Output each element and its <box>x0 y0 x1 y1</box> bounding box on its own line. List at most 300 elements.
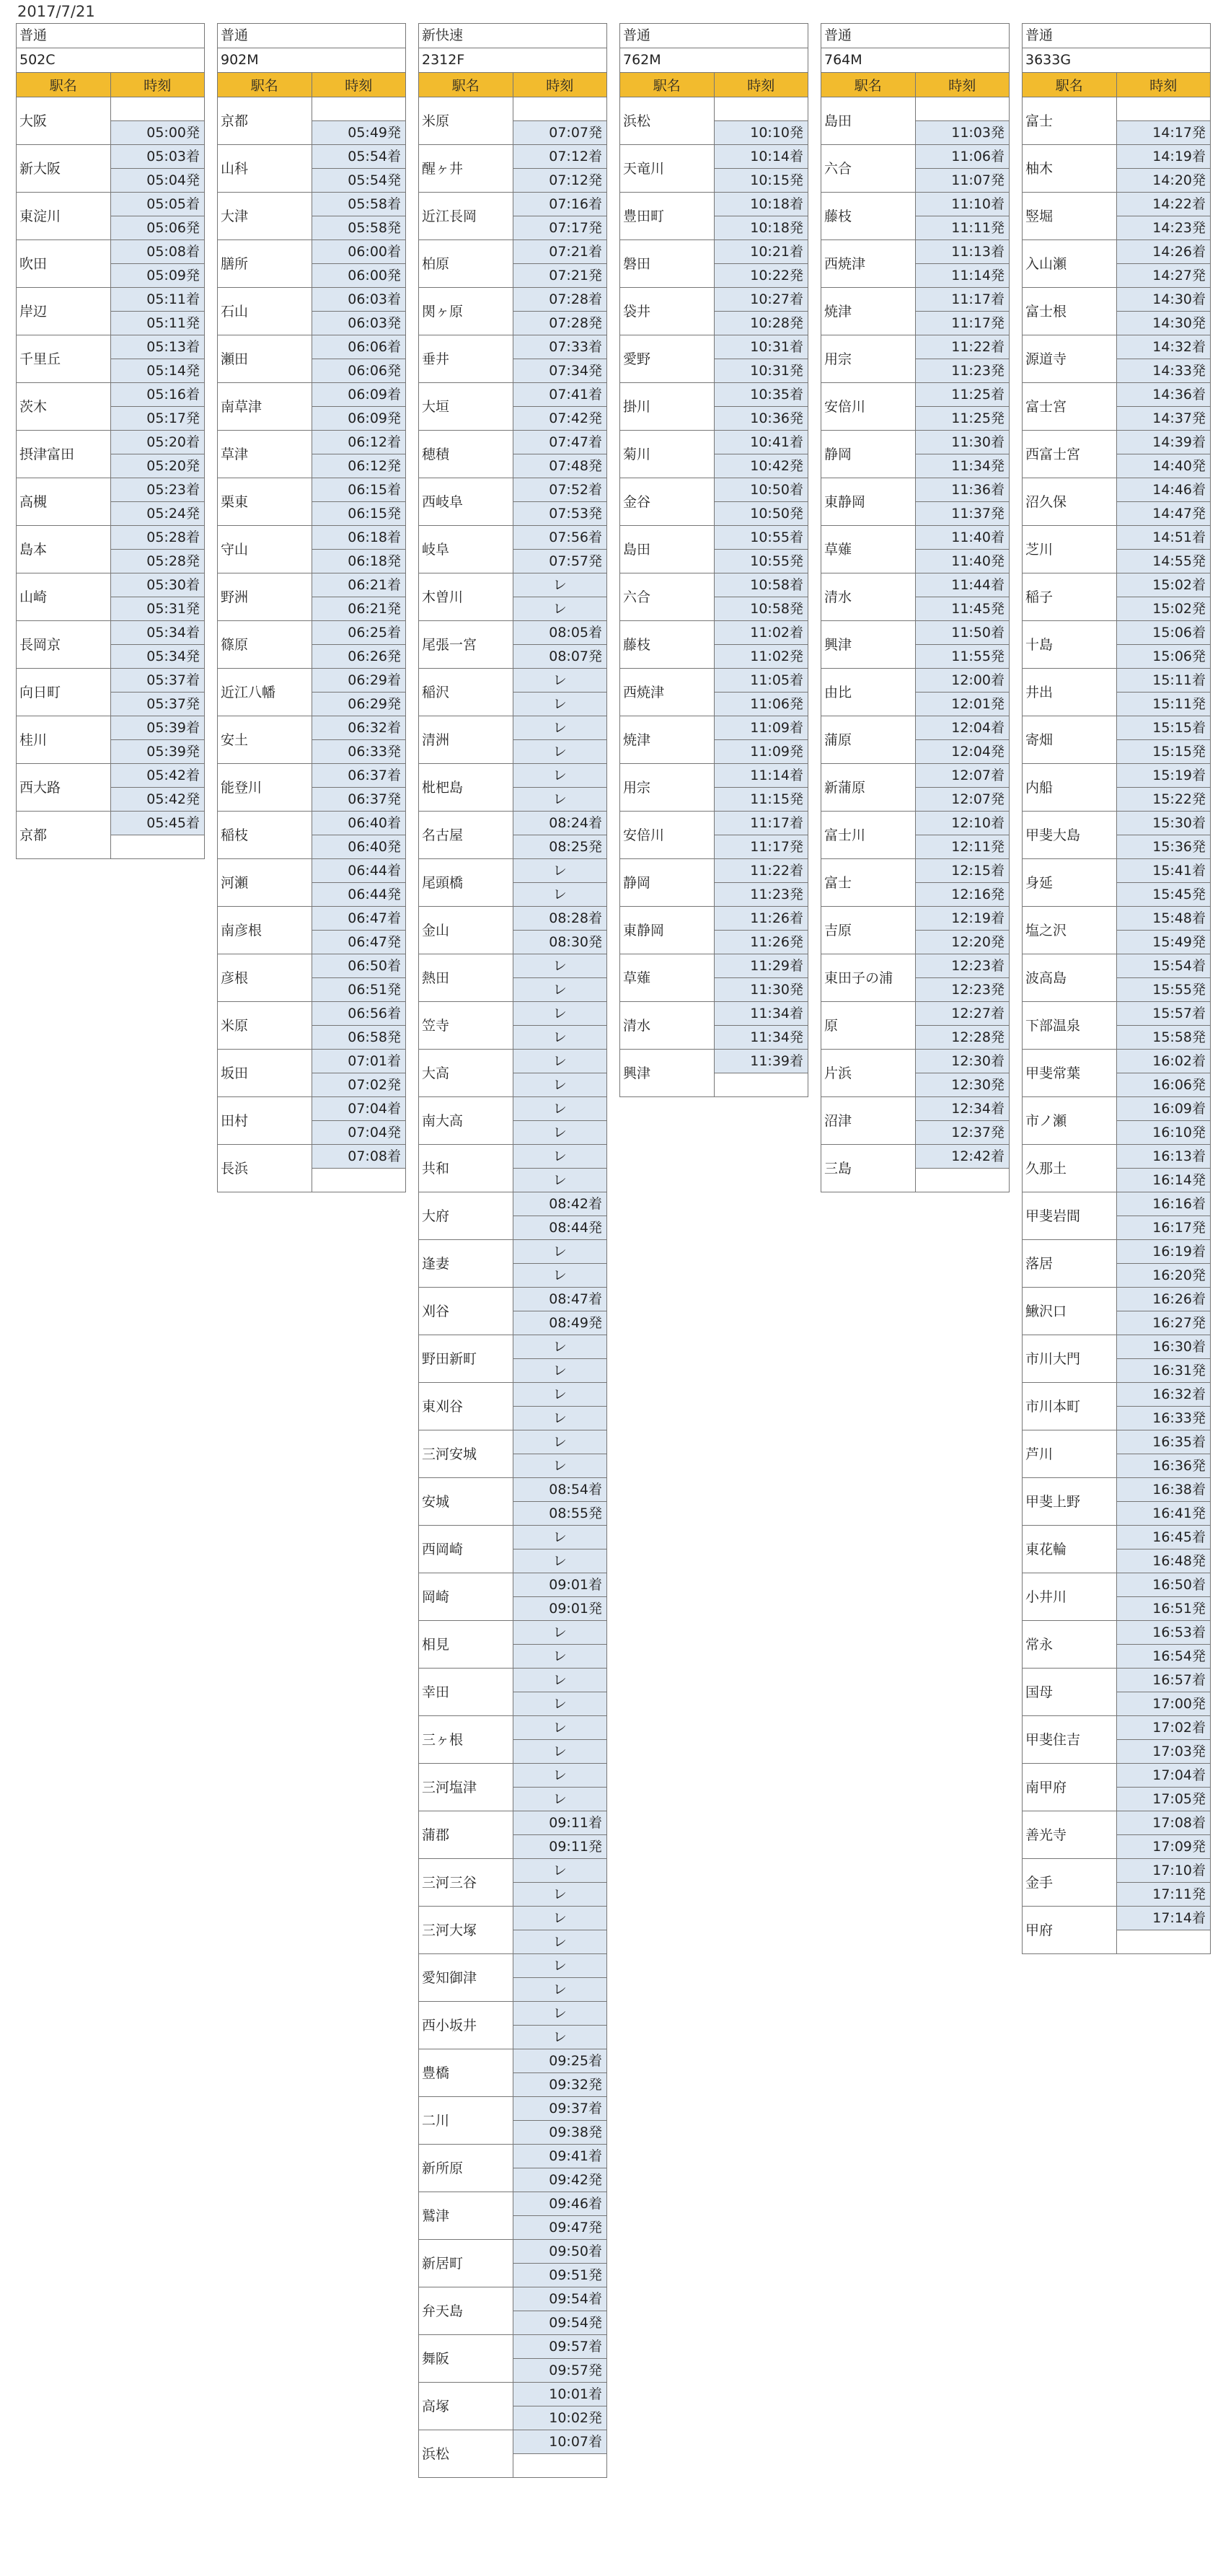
departure-time: 15:36発 <box>1116 835 1211 859</box>
arrival-time: 12:42着 <box>915 1145 1010 1169</box>
table-row <box>218 288 406 312</box>
table-row <box>419 2049 607 2073</box>
station-name: 西富士宮 <box>1023 431 1117 478</box>
departure-time: 07:28発 <box>513 312 607 335</box>
arrival-time: 06:25着 <box>312 621 406 645</box>
arrival-time: 07:47着 <box>513 431 607 454</box>
table-row <box>620 240 808 264</box>
arrival-time: 06:06着 <box>312 335 406 359</box>
table-row <box>419 1716 607 1740</box>
departure-time: 06:33発 <box>312 740 406 764</box>
departure-time: 07:42発 <box>513 407 607 431</box>
departure-time: 10:18発 <box>714 216 808 240</box>
departure-time: 10:28発 <box>714 312 808 335</box>
table-row <box>821 573 1010 597</box>
departure-time: 10:10発 <box>714 121 808 145</box>
station-name: 山崎 <box>17 573 111 621</box>
arrival-time: 09:25着 <box>513 2049 607 2073</box>
station-name: 島田 <box>620 526 715 573</box>
table-row <box>419 859 607 883</box>
arrival-time: 12:34着 <box>915 1097 1010 1121</box>
departure-time: レ <box>513 1359 607 1383</box>
arrival-time: 15:48着 <box>1116 907 1211 931</box>
train-type: 普通 <box>620 24 808 48</box>
arrival-time: 16:53着 <box>1116 1621 1211 1645</box>
arrival-time: 15:41着 <box>1116 859 1211 883</box>
station-name: 守山 <box>218 526 312 573</box>
arrival-time: 16:32着 <box>1116 1383 1211 1407</box>
arrival-time: レ <box>513 1907 607 1930</box>
table-row <box>419 1430 607 1454</box>
station-name: 坂田 <box>218 1050 312 1097</box>
table-row <box>419 526 607 550</box>
table-row <box>419 1192 607 1216</box>
table-row <box>1023 1145 1211 1169</box>
table-row <box>620 764 808 788</box>
arrival-time: 11:10着 <box>915 193 1010 216</box>
station-name: 稲沢 <box>419 669 513 716</box>
station-name: 米原 <box>419 97 513 145</box>
station-name: 由比 <box>821 669 916 716</box>
departure-time: 16:20発 <box>1116 1264 1211 1288</box>
departure-time: 10:36発 <box>714 407 808 431</box>
train-number: 764M <box>821 48 1010 73</box>
station-name: 市ノ瀬 <box>1023 1097 1117 1145</box>
departure-time: 05:09発 <box>110 264 205 288</box>
arrival-time: 06:00着 <box>312 240 406 264</box>
arrival-time: 11:14着 <box>714 764 808 788</box>
table-row <box>1023 97 1211 121</box>
arrival-time: 07:52着 <box>513 478 607 502</box>
table-row <box>17 193 205 216</box>
departure-time: 05:24発 <box>110 502 205 526</box>
station-name: 波高島 <box>1023 954 1117 1002</box>
arrival-time: 07:01着 <box>312 1050 406 1073</box>
station-name: 石山 <box>218 288 312 335</box>
departure-time: レ <box>513 1454 607 1478</box>
departure-time: 05:14発 <box>110 359 205 383</box>
departure-time: レ <box>513 1978 607 2002</box>
table-row <box>17 240 205 264</box>
table-row <box>1023 954 1211 978</box>
departure-time: 05:49発 <box>312 121 406 145</box>
station-name: 醒ヶ井 <box>419 145 513 193</box>
arrival-time: 12:15着 <box>915 859 1010 883</box>
station-name: 富士根 <box>1023 288 1117 335</box>
departure-time: 11:02発 <box>714 645 808 669</box>
arrival-time: 16:50着 <box>1116 1573 1211 1597</box>
table-row <box>17 478 205 502</box>
table-row <box>1023 335 1211 359</box>
arrival-time: 11:05着 <box>714 669 808 693</box>
arrival-time: 06:29着 <box>312 669 406 693</box>
table-row <box>821 954 1010 978</box>
departure-time: 11:23発 <box>915 359 1010 383</box>
departure-time: 06:03発 <box>312 312 406 335</box>
table-row <box>419 716 607 740</box>
station-name: 南彦根 <box>218 907 312 954</box>
station-name: 金山 <box>419 907 513 954</box>
departure-time: 05:11発 <box>110 312 205 335</box>
arrival-time: 11:36着 <box>915 478 1010 502</box>
station-name: 市川本町 <box>1023 1383 1117 1430</box>
station-name: 市川大門 <box>1023 1335 1117 1383</box>
departure-time: 15:06発 <box>1116 645 1211 669</box>
table-row <box>218 1097 406 1121</box>
arrival-time: 16:26着 <box>1116 1288 1211 1311</box>
table-row <box>17 383 205 407</box>
arrival-time: 07:08着 <box>312 1145 406 1169</box>
station-name: 袋井 <box>620 288 715 335</box>
table-row <box>821 526 1010 550</box>
table-row <box>821 1002 1010 1026</box>
arrival-time: レ <box>513 1335 607 1359</box>
station-name: 富士川 <box>821 812 916 859</box>
arrival-time: 05:13着 <box>110 335 205 359</box>
train-type: 新快速 <box>419 24 607 48</box>
table-row <box>419 1288 607 1311</box>
station-name: 熱田 <box>419 954 513 1002</box>
arrival-time: 12:23着 <box>915 954 1010 978</box>
departure-time: 09:51発 <box>513 2264 607 2287</box>
departure-time: 12:23発 <box>915 978 1010 1002</box>
train-type: 普通 <box>821 24 1010 48</box>
station-name: 浜松 <box>620 97 715 145</box>
table-row <box>419 240 607 264</box>
table-row <box>218 954 406 978</box>
station-name: 近江長岡 <box>419 193 513 240</box>
table-row <box>419 2145 607 2168</box>
departure-time: 16:41発 <box>1116 1502 1211 1526</box>
arrival-time: 10:21着 <box>714 240 808 264</box>
station-name: 共和 <box>419 1145 513 1192</box>
station-name: 富士 <box>1023 97 1117 145</box>
table-row <box>1023 1573 1211 1597</box>
arrival-time: 07:28着 <box>513 288 607 312</box>
table-row <box>620 193 808 216</box>
station-name: 西焼津 <box>821 240 916 288</box>
departure-time: 06:12発 <box>312 454 406 478</box>
arrival-time: 15:02着 <box>1116 573 1211 597</box>
station-header: 駅名 <box>419 73 513 97</box>
station-name: 幸田 <box>419 1669 513 1716</box>
station-name: 長岡京 <box>17 621 111 669</box>
arrival-time: 17:04着 <box>1116 1764 1211 1788</box>
table-row <box>17 526 205 550</box>
departure-time: レ <box>513 1026 607 1050</box>
station-name: 金手 <box>1023 1859 1117 1907</box>
arrival-time: 05:11着 <box>110 288 205 312</box>
table-row <box>821 621 1010 645</box>
arrival-time: 10:50着 <box>714 478 808 502</box>
station-name: 安倍川 <box>821 383 916 431</box>
arrival-time: 14:22着 <box>1116 193 1211 216</box>
table-row <box>821 193 1010 216</box>
arrival-time: 09:01着 <box>513 1573 607 1597</box>
table-row <box>620 1002 808 1026</box>
arrival-time: 05:54着 <box>312 145 406 169</box>
arrival-time: 05:16着 <box>110 383 205 407</box>
station-name: 鰍沢口 <box>1023 1288 1117 1335</box>
station-name: 近江八幡 <box>218 669 312 716</box>
station-name: 芦川 <box>1023 1430 1117 1478</box>
arrival-time: 15:54着 <box>1116 954 1211 978</box>
time-header: 時刻 <box>312 73 406 97</box>
departure-time: 06:09発 <box>312 407 406 431</box>
arrival-time: 12:00着 <box>915 669 1010 693</box>
departure-time: 07:48発 <box>513 454 607 478</box>
table-row <box>1023 1716 1211 1740</box>
station-name: 三河三谷 <box>419 1859 513 1907</box>
arrival-time: 10:07着 <box>513 2430 607 2454</box>
arrival-time: 07:16着 <box>513 193 607 216</box>
table-row <box>1023 1526 1211 1549</box>
train-number: 2312F <box>419 48 607 73</box>
departure-time: 11:11発 <box>915 216 1010 240</box>
departure-time: レ <box>513 1788 607 1811</box>
arrival-time: 14:51着 <box>1116 526 1211 550</box>
departure-time: 10:42発 <box>714 454 808 478</box>
departure-time: 06:40発 <box>312 835 406 859</box>
arrival-time: 10:31着 <box>714 335 808 359</box>
arrival-time: レ <box>513 1764 607 1788</box>
arrival-time: 11:26着 <box>714 907 808 931</box>
table-row <box>419 621 607 645</box>
table-row <box>218 526 406 550</box>
table-row <box>1023 431 1211 454</box>
departure-time: 10:22発 <box>714 264 808 288</box>
departure-time: 11:17発 <box>915 312 1010 335</box>
departure-time: レ <box>513 740 607 764</box>
station-name: 米原 <box>218 1002 312 1050</box>
table-row <box>821 669 1010 693</box>
station-name: 高槻 <box>17 478 111 526</box>
table-row <box>17 716 205 740</box>
station-name: 常永 <box>1023 1621 1117 1669</box>
station-name: 膳所 <box>218 240 312 288</box>
arrival-time: 16:13着 <box>1116 1145 1211 1169</box>
departure-time: 05:28発 <box>110 550 205 573</box>
table-row <box>419 1097 607 1121</box>
arrival-time: 11:30着 <box>915 431 1010 454</box>
arrival-time: 15:11着 <box>1116 669 1211 693</box>
arrival-time: レ <box>513 669 607 693</box>
departure-time: 09:54発 <box>513 2311 607 2335</box>
departure-time: 10:55発 <box>714 550 808 573</box>
table-row <box>1023 1097 1211 1121</box>
departure-time <box>714 1073 808 1097</box>
departure-time: 07:12発 <box>513 169 607 193</box>
station-name: 落居 <box>1023 1240 1117 1288</box>
table-row <box>419 1907 607 1930</box>
station-name: 久那土 <box>1023 1145 1117 1192</box>
arrival-time: レ <box>513 1954 607 1978</box>
station-name: 国母 <box>1023 1669 1117 1716</box>
table-row <box>419 907 607 931</box>
arrival-time: 10:14着 <box>714 145 808 169</box>
station-name: 甲斐大島 <box>1023 812 1117 859</box>
station-name: 清水 <box>620 1002 715 1050</box>
departure-time: 11:15発 <box>714 788 808 812</box>
table-row <box>821 716 1010 740</box>
station-name: 沼津 <box>821 1097 916 1145</box>
station-name: 藤枝 <box>620 621 715 669</box>
departure-time: 12:07発 <box>915 788 1010 812</box>
station-name: 木曽川 <box>419 573 513 621</box>
table-row <box>419 812 607 835</box>
departure-time: 06:26発 <box>312 645 406 669</box>
arrival-time: 05:39着 <box>110 716 205 740</box>
station-name: 身延 <box>1023 859 1117 907</box>
table-row <box>620 1050 808 1073</box>
table-row <box>218 1050 406 1073</box>
table-row <box>1023 907 1211 931</box>
station-name: 塩之沢 <box>1023 907 1117 954</box>
arrival-time: 08:24着 <box>513 812 607 835</box>
table-row <box>1023 478 1211 502</box>
station-name: 磐田 <box>620 240 715 288</box>
table-row <box>821 288 1010 312</box>
station-name: 大垣 <box>419 383 513 431</box>
departure-time: 06:37発 <box>312 788 406 812</box>
table-row <box>218 193 406 216</box>
arrival-time: 12:07着 <box>915 764 1010 788</box>
arrival-time: 15:06着 <box>1116 621 1211 645</box>
station-header: 駅名 <box>218 73 312 97</box>
arrival-time: 10:27着 <box>714 288 808 312</box>
station-name: 六合 <box>620 573 715 621</box>
station-name: 弁天島 <box>419 2287 513 2335</box>
table-row <box>419 573 607 597</box>
station-name: 京都 <box>218 97 312 145</box>
station-name: 金谷 <box>620 478 715 526</box>
departure-time: 05:04発 <box>110 169 205 193</box>
table-row <box>218 716 406 740</box>
arrival-time: 14:26着 <box>1116 240 1211 264</box>
table-row <box>821 145 1010 169</box>
departure-time: レ <box>513 2026 607 2049</box>
arrival-time: 05:05着 <box>110 193 205 216</box>
departure-time: レ <box>513 1407 607 1430</box>
table-row <box>218 907 406 931</box>
departure-time: 07:17発 <box>513 216 607 240</box>
departure-time: 09:57発 <box>513 2359 607 2383</box>
arrival-time: 16:02着 <box>1116 1050 1211 1073</box>
departure-time: 14:37発 <box>1116 407 1211 431</box>
table-row <box>17 145 205 169</box>
departure-time: 15:49発 <box>1116 931 1211 954</box>
arrival-time: レ <box>513 1002 607 1026</box>
table-row <box>1023 764 1211 788</box>
arrival-time: レ <box>513 954 607 978</box>
table-row <box>1023 526 1211 550</box>
departure-time: 06:21発 <box>312 597 406 621</box>
station-name: 吹田 <box>17 240 111 288</box>
departure-time: レ <box>513 788 607 812</box>
station-name: 島田 <box>821 97 916 145</box>
departure-time: 17:05発 <box>1116 1788 1211 1811</box>
train-table <box>1022 23 1211 1954</box>
arrival-time: 10:58着 <box>714 573 808 597</box>
departure-time: レ <box>513 597 607 621</box>
station-name: 蒲原 <box>821 716 916 764</box>
table-row <box>1023 1240 1211 1264</box>
station-name: 柏原 <box>419 240 513 288</box>
arrival-time: レ <box>513 1383 607 1407</box>
station-name: 岡崎 <box>419 1573 513 1621</box>
arrival-time: 15:57着 <box>1116 1002 1211 1026</box>
station-name: 東刈谷 <box>419 1383 513 1430</box>
departure-time: 17:11発 <box>1116 1883 1211 1907</box>
departure-time: 14:33発 <box>1116 359 1211 383</box>
arrival-time: 06:12着 <box>312 431 406 454</box>
arrival-time: レ <box>513 1716 607 1740</box>
table-row <box>1023 193 1211 216</box>
table-row <box>218 431 406 454</box>
departure-time: 12:11発 <box>915 835 1010 859</box>
station-name: 西岐阜 <box>419 478 513 526</box>
table-row <box>620 431 808 454</box>
arrival-time: 16:09着 <box>1116 1097 1211 1121</box>
departure-time: 06:18発 <box>312 550 406 573</box>
table-row <box>620 335 808 359</box>
arrival-time: 16:57着 <box>1116 1669 1211 1692</box>
arrival-time: 09:57着 <box>513 2335 607 2359</box>
departure-time: 16:27発 <box>1116 1311 1211 1335</box>
departure-time <box>513 2454 607 2478</box>
arrival-time: 11:39着 <box>714 1050 808 1073</box>
table-row <box>17 288 205 312</box>
table-row <box>218 1145 406 1169</box>
arrival-time: 10:01着 <box>513 2383 607 2406</box>
station-name: 彦根 <box>218 954 312 1002</box>
table-row <box>821 383 1010 407</box>
table-row <box>419 1002 607 1026</box>
train-table <box>217 23 406 1192</box>
departure-time: 17:03発 <box>1116 1740 1211 1764</box>
departure-time: 09:11発 <box>513 1835 607 1859</box>
arrival-time: 12:19着 <box>915 907 1010 931</box>
departure-time: 11:45発 <box>915 597 1010 621</box>
table-row <box>17 573 205 597</box>
departure-time <box>110 835 205 859</box>
station-name: 源道寺 <box>1023 335 1117 383</box>
arrival-time: 09:54着 <box>513 2287 607 2311</box>
arrival-time <box>915 97 1010 121</box>
table-row <box>620 573 808 597</box>
station-name: 尾張一宮 <box>419 621 513 669</box>
departure-time: 15:11発 <box>1116 693 1211 716</box>
table-row <box>1023 812 1211 835</box>
departure-time: 06:58発 <box>312 1026 406 1050</box>
table-row <box>218 812 406 835</box>
station-name: 千里丘 <box>17 335 111 383</box>
station-name: 安城 <box>419 1478 513 1526</box>
departure-time: 06:06発 <box>312 359 406 383</box>
arrival-time: 11:29着 <box>714 954 808 978</box>
arrival-time: 16:30着 <box>1116 1335 1211 1359</box>
arrival-time <box>110 97 205 121</box>
station-name: 用宗 <box>821 335 916 383</box>
departure-time: 14:55発 <box>1116 550 1211 573</box>
station-name: 甲斐岩間 <box>1023 1192 1117 1240</box>
time-header: 時刻 <box>110 73 205 97</box>
arrival-time: 07:12着 <box>513 145 607 169</box>
table-row <box>1023 383 1211 407</box>
train-number: 902M <box>218 48 406 73</box>
station-name: 舞阪 <box>419 2335 513 2383</box>
station-name: 笠寺 <box>419 1002 513 1050</box>
